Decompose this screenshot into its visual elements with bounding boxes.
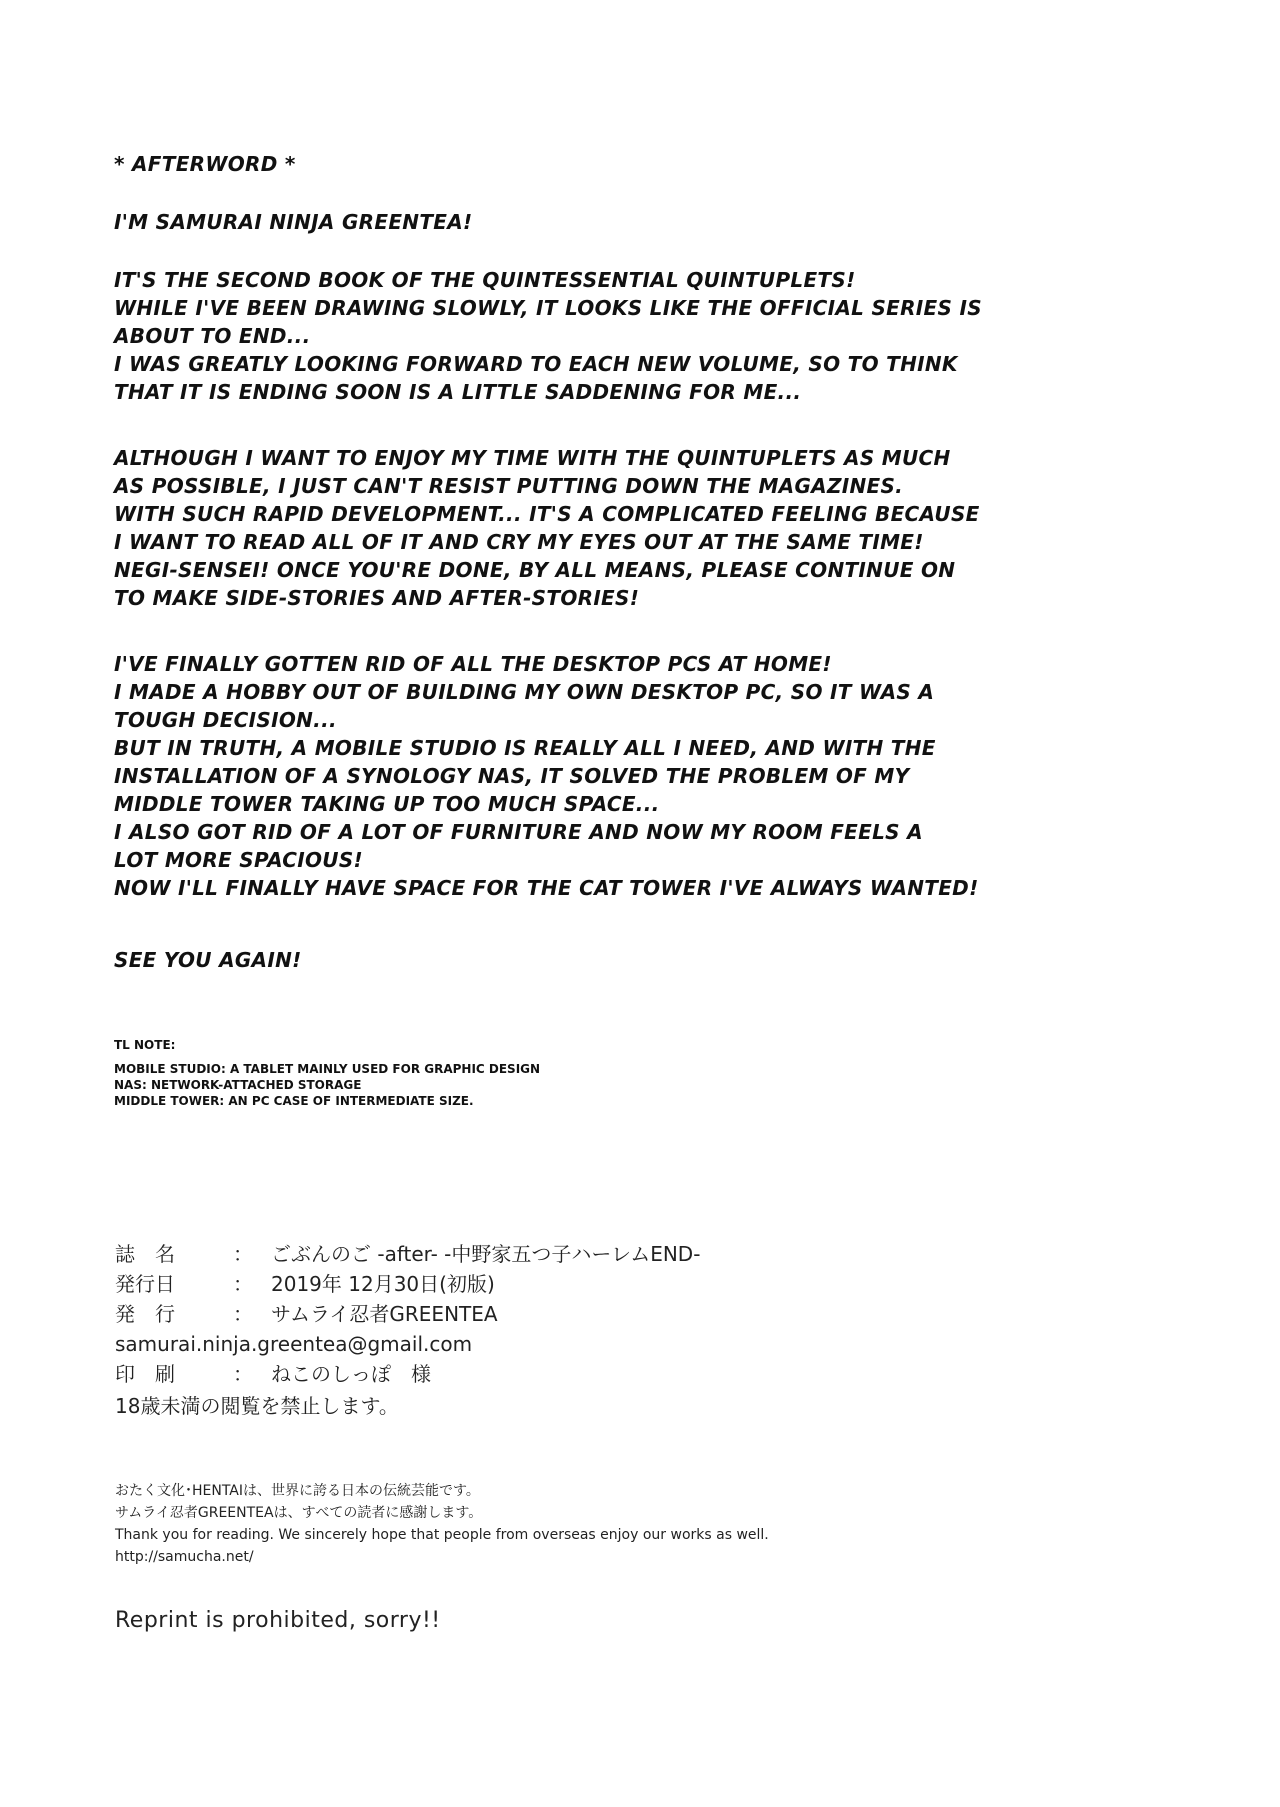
paragraph-line: AS POSSIBLE, I JUST CAN'T RESIST PUTTING DOWN THE MAGAZINES. bbox=[114, 474, 904, 498]
reprint-notice: Reprint is prohibited, sorry!! bbox=[115, 1608, 441, 1633]
colophon bbox=[115, 1239, 700, 1421]
paragraph-line: I MADE A HOBBY OUT OF BUILDING MY OWN DESKTOP PC, SO IT WAS A bbox=[114, 680, 935, 704]
paragraph-line: ABOUT TO END... bbox=[114, 324, 311, 348]
paragraph-line: BUT IN TRUTH, A MOBILE STUDIO IS REALLY ALL I NEED, AND WITH THE bbox=[114, 736, 936, 760]
tl-note-heading: TL NOTE: bbox=[114, 1038, 176, 1052]
afterword-title: * AFTERWORD * bbox=[114, 152, 296, 176]
colophon-title-row bbox=[115, 1239, 700, 1269]
paragraph-line: I WANT TO READ ALL OF IT AND CRY MY EYES OUT AT THE SAME TIME! bbox=[114, 530, 924, 554]
colophon-date-row bbox=[115, 1269, 700, 1299]
afterword-paragraph-2 bbox=[114, 444, 1164, 612]
paragraph-line: TO MAKE SIDE-STORIES AND AFTER-STORIES! bbox=[114, 586, 640, 610]
colophon-separator: ： bbox=[233, 1242, 253, 1266]
tl-note bbox=[114, 1037, 540, 1109]
thanks-line-en: Thank you for reading. We sincerely hope that people from overseas enjoy our works as well. bbox=[115, 1527, 769, 1543]
afterword-paragraph-1 bbox=[114, 266, 1164, 406]
afterword-section bbox=[114, 150, 1164, 974]
colophon-publisher-row bbox=[115, 1299, 700, 1329]
tl-note-line: MIDDLE TOWER: AN PC CASE OF INTERMEDIATE SIZE. bbox=[114, 1094, 474, 1108]
colophon-email: samurai.ninja.greentea@gmail.com bbox=[115, 1332, 473, 1356]
paragraph-line: ALTHOUGH I WANT TO ENJOY MY TIME WITH THE QUINTUPLETS AS MUCH bbox=[114, 446, 951, 470]
colophon-printer-value: ねこのしっぽ 様 bbox=[271, 1362, 431, 1386]
paragraph-line: LOT MORE SPACIOUS! bbox=[114, 848, 363, 872]
paragraph-line: MIDDLE TOWER TAKING UP TOO MUCH SPACE... bbox=[114, 792, 660, 816]
colophon-title-key: 誌 名 bbox=[115, 1242, 175, 1266]
paragraph-line: I WAS GREATLY LOOKING FORWARD TO EACH NEW VOLUME, SO TO THINK bbox=[114, 352, 958, 376]
colophon-date-value: 2019年 12月30日(初版) bbox=[271, 1272, 495, 1296]
paragraph-line: NEGI-SENSEI! ONCE YOU'RE DONE, BY ALL MEANS, PLEASE CONTINUE ON bbox=[114, 558, 956, 582]
paragraph-line: NOW I'LL FINALLY HAVE SPACE FOR THE CAT TOWER I'VE ALWAYS WANTED! bbox=[114, 876, 979, 900]
paragraph-line: IT'S THE SECOND BOOK OF THE QUINTESSENTIAL QUINTUPLETS! bbox=[114, 268, 856, 292]
thanks-line-jp-1: おたく文化･HENTAIは、世界に誇る日本の伝統芸能です。 bbox=[115, 1483, 480, 1499]
colophon-printer-key: 印 刷 bbox=[115, 1362, 175, 1386]
thanks-line-jp-2: サムライ忍者GREENTEAは、すべての読者に感謝します。 bbox=[115, 1505, 483, 1521]
colophon-separator: ： bbox=[233, 1362, 253, 1386]
tl-note-line: MOBILE STUDIO: A TABLET MAINLY USED FOR GRAPHIC DESIGN bbox=[114, 1062, 541, 1076]
tl-note-line: NAS: NETWORK-ATTACHED STORAGE bbox=[114, 1078, 362, 1092]
colophon-printer-row bbox=[115, 1359, 700, 1389]
afterword-intro: I'M SAMURAI NINJA GREENTEA! bbox=[114, 210, 473, 234]
website-url: http://samucha.net/ bbox=[115, 1549, 254, 1565]
afterword-paragraph-3 bbox=[114, 650, 1164, 902]
colophon-separator: ： bbox=[233, 1272, 253, 1296]
paragraph-line: TOUGH DECISION... bbox=[114, 708, 337, 732]
paragraph-line: THAT IT IS ENDING SOON IS A LITTLE SADDENING FOR ME... bbox=[114, 380, 802, 404]
colophon-date-key: 発行日 bbox=[115, 1272, 175, 1296]
paragraph-line: I ALSO GOT RID OF A LOT OF FURNITURE AND NOW MY ROOM FEELS A bbox=[114, 820, 923, 844]
paragraph-line: INSTALLATION OF A SYNOLOGY NAS, IT SOLVED THE PROBLEM OF MY bbox=[114, 764, 910, 788]
colophon-publisher-key: 発 行 bbox=[115, 1302, 175, 1326]
paragraph-line: WHILE I'VE BEEN DRAWING SLOWLY, IT LOOKS LIKE THE OFFICIAL SERIES IS bbox=[114, 296, 982, 320]
afterword-closing: SEE YOU AGAIN! bbox=[114, 948, 302, 972]
paragraph-line: WITH SUCH RAPID DEVELOPMENT... IT'S A COMPLICATED FEELING BECAUSE bbox=[114, 502, 980, 526]
paragraph-line: I'VE FINALLY GOTTEN RID OF ALL THE DESKTOP PCS AT HOME! bbox=[114, 652, 832, 676]
colophon-age-notice: 18歳未満の閲覧を禁止します。 bbox=[115, 1394, 399, 1418]
colophon-separator: ： bbox=[233, 1302, 253, 1326]
colophon-publisher-value: サムライ忍者GREENTEA bbox=[271, 1302, 498, 1326]
colophon-title-value: ごぶんのご -after- -中野家五つ子ハーレムEND- bbox=[271, 1242, 701, 1266]
thanks-section bbox=[115, 1480, 769, 1568]
